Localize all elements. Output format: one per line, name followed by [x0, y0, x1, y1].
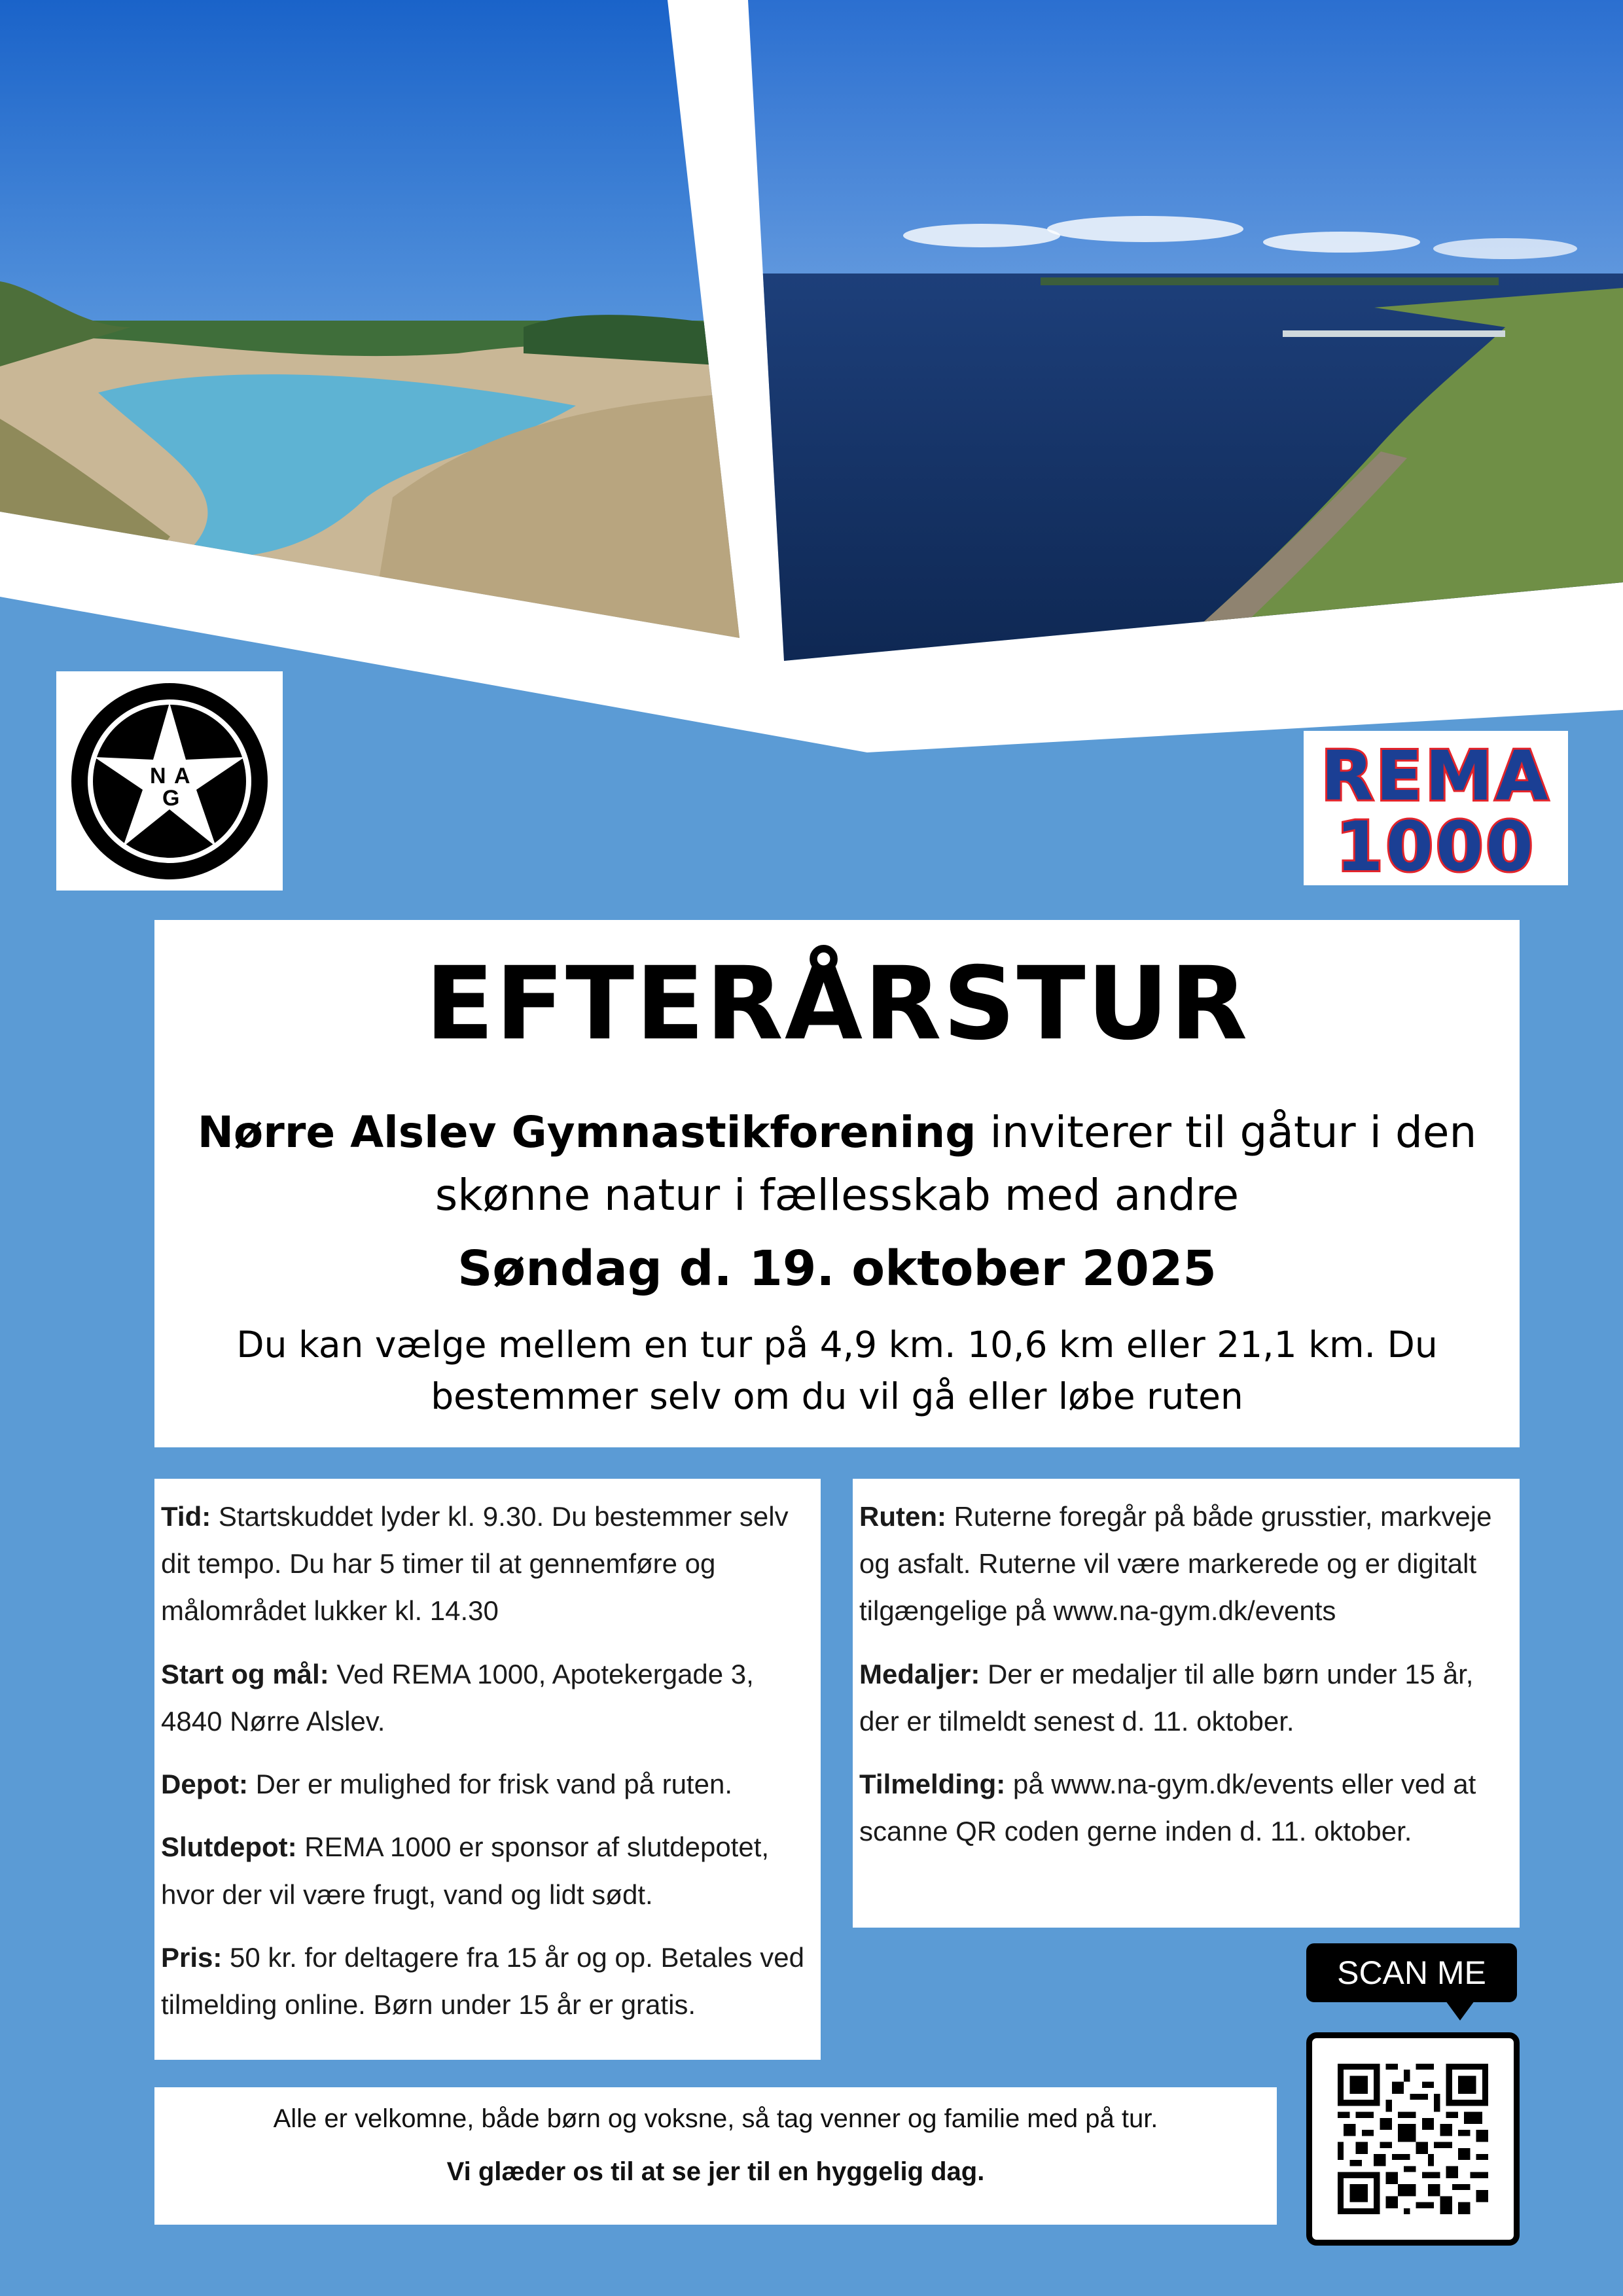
info-price	[161, 1934, 805, 2028]
info-label: Slutdepot:	[161, 1831, 297, 1863]
info-text: Der er medaljer til alle børn under 15 år, der er tilmeldt senest d. 11. oktober.	[859, 1658, 1474, 1737]
info-routes	[859, 1493, 1504, 1635]
info-start-finish	[161, 1651, 805, 1745]
rema-wordmark	[1306, 734, 1565, 882]
info-label: Start og mål:	[161, 1658, 329, 1689]
info-time	[161, 1493, 805, 1635]
info-depot	[161, 1761, 805, 1808]
intro-rest: inviterer til gåtur i den skønne natur i fællesskab med andre	[435, 1107, 1477, 1220]
info-text: Startskuddet lyder kl. 9.30. Du bestemmer selv dit tempo. Du har 5 timer til at gennemføre og målområdet lukker kl. 14.30	[161, 1501, 789, 1627]
info-text: Ved REMA 1000, Apotekergade 3, 4840 Nørre Alslev.	[161, 1658, 754, 1737]
title-panel	[154, 920, 1520, 1447]
info-final-depot	[161, 1824, 805, 1918]
info-label: Pris:	[161, 1941, 223, 1973]
route-options: Du kan vælge mellem en tur på 4,9 km. 10,6 km eller 21,1 km. Du bestemmer selv om du vil gå eller løbe ruten	[236, 1324, 1438, 1417]
intro-text	[154, 1101, 1520, 1226]
page-title: EFTERÅRSTUR	[425, 945, 1249, 1063]
welcome-panel	[154, 2087, 1277, 2225]
rema-1000-logo	[1304, 731, 1568, 885]
info-text: REMA 1000 er sponsor af slutdepotet, hvor der vil være frugt, vand og lidt sødt.	[161, 1831, 770, 1910]
closing-text	[154, 2157, 1277, 2187]
info-label: Tid:	[161, 1501, 211, 1532]
welcome-text: Alle er velkomne, både børn og voksne, så tag venner og familie med på tur.	[273, 2104, 1158, 2133]
info-text: på www.na-gym.dk/events eller ved at scanne QR coden gerne inden d. 11. oktober.	[859, 1769, 1476, 1847]
info-label: Depot:	[161, 1769, 248, 1800]
info-label: Tilmelding:	[859, 1769, 1006, 1800]
header-photos	[0, 0, 1623, 759]
scan-me-label: SCAN ME	[1306, 1943, 1517, 2002]
sea-coast-photo	[746, 0, 1623, 673]
nag-emblem	[68, 680, 271, 883]
qr-code-icon	[1338, 2064, 1488, 2214]
event-date: Søndag d. 19. oktober 2025	[457, 1241, 1217, 1298]
info-text: Ruterne foregår på både grusstier, markveje og asfalt. Ruterne vil være markerede og er digitalt tilgængelige på www.na-gym.dk/events	[859, 1501, 1492, 1627]
nag-letter-g: G	[162, 785, 180, 811]
info-panel-left	[154, 1479, 821, 2060]
info-text: 50 kr. for deltagere fra 15 år og op. Betales ved tilmelding online. Børn under 15 år er gratis.	[161, 1941, 804, 2021]
info-registration	[859, 1761, 1504, 1855]
info-text: Der er mulighed for frisk vand på ruten.	[247, 1769, 732, 1800]
nag-letter-a: A	[174, 763, 190, 788]
info-label: Ruten:	[859, 1501, 946, 1532]
nag-letter-n: N	[150, 763, 166, 788]
info-panel-right	[853, 1479, 1520, 1928]
info-label: Medaljer:	[859, 1658, 980, 1689]
closing-text-bold: Vi glæder os til at se jer til en hyggelig dag.	[446, 2157, 985, 2186]
info-medals	[859, 1651, 1504, 1745]
qr-code[interactable]	[1306, 2032, 1520, 2246]
organization-name: Nørre Alslev Gymnastikforening	[197, 1107, 976, 1158]
scan-me-pointer	[1446, 2001, 1474, 2021]
rema-line-2: 1000	[1336, 807, 1536, 882]
nag-logo	[56, 671, 283, 891]
rema-line-1: REMA	[1321, 736, 1551, 816]
